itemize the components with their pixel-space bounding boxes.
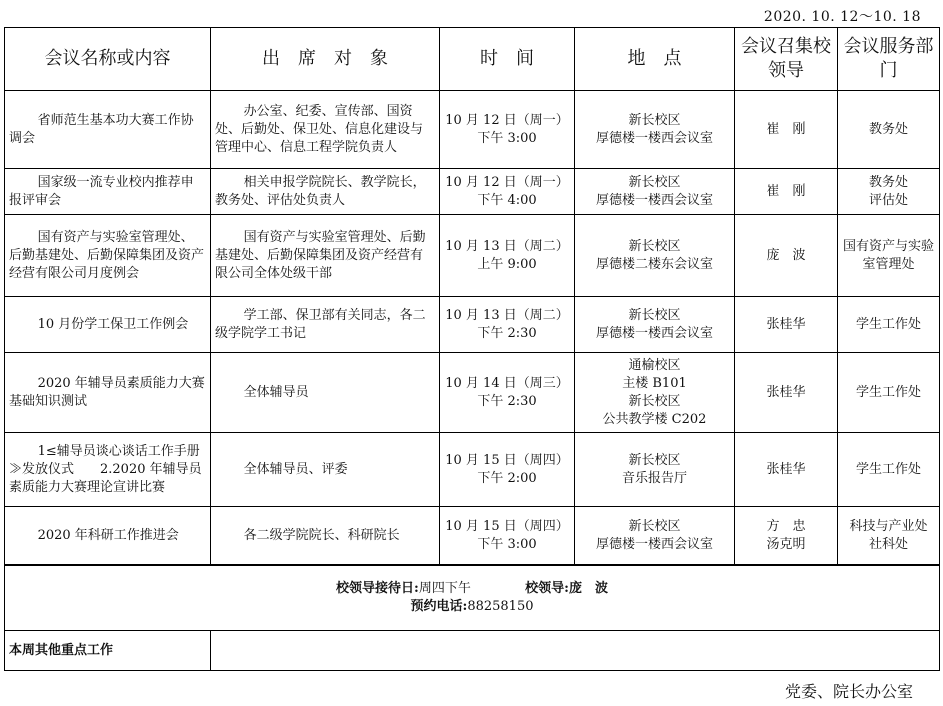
meeting-place-line: 新长校区: [628, 238, 681, 254]
meeting-leader: [735, 507, 838, 565]
header-time: 时 间: [440, 28, 575, 91]
meeting-leader: [735, 297, 838, 353]
meeting-attendees: 全体辅导员: [211, 353, 440, 433]
meeting-dept-line: 评估处: [868, 192, 908, 208]
meeting-place-line: 公共教学楼 C202: [602, 411, 707, 427]
reception-value: 周四下午: [418, 581, 471, 596]
office-signature: 党委、院长办公室: [784, 682, 913, 701]
meeting-place: [575, 215, 735, 297]
meeting-leader-line: 庞 波: [766, 247, 806, 263]
phone-label: 预约电话:: [410, 599, 468, 614]
header-leader: 会议召集校领导: [735, 28, 838, 91]
table-row: [5, 91, 940, 169]
meeting-time: [440, 297, 575, 353]
meeting-name: 省师范生基本功大赛工作协调会: [5, 91, 211, 169]
table-row: [5, 507, 940, 565]
meeting-leader: [735, 91, 838, 169]
meeting-place: [575, 297, 735, 353]
meeting-dept-line: 教务处: [868, 121, 908, 137]
meeting-time-line: 10 月 13 日（周二）: [445, 307, 569, 323]
meeting-place-line: 通榆校区: [628, 357, 681, 373]
meeting-leader: [735, 169, 838, 215]
meeting-leader-line: 崔 刚: [766, 183, 806, 199]
meeting-place-line: 厚德楼一楼西会议室: [595, 536, 713, 552]
schedule-rows: [5, 91, 940, 565]
meeting-place-line: 厚德楼一楼西会议室: [595, 130, 713, 146]
meeting-dept: [838, 507, 940, 565]
meeting-name: 1≤辅导员谈心谈话工作手册≫发放仪式 2.2020 年辅导员素质能力大赛理论宣讲比赛: [5, 433, 211, 507]
reception-info: [5, 566, 940, 631]
meeting-name: 2020 年辅导员素质能力大赛基础知识测试: [5, 353, 211, 433]
meeting-time: [440, 169, 575, 215]
meeting-dept: [838, 215, 940, 297]
meeting-leader-line: 汤克明: [766, 536, 806, 552]
header-row: [5, 28, 940, 91]
meeting-leader: [735, 215, 838, 297]
meeting-attendees: 办公室、纪委、宣传部、国资处、后勤处、保卫处、信息化建设与管理中心、信息工程学院负责人: [211, 91, 440, 169]
meeting-place-line: 厚德楼二楼东会议室: [595, 256, 713, 272]
meeting-time: [440, 353, 575, 433]
meeting-attendees: 相关申报学院院长、教学院长，教务处、评估处负责人: [211, 169, 440, 215]
meeting-dept-line: 社科处: [868, 536, 908, 552]
meeting-place-line: 厚德楼一楼西会议室: [595, 325, 713, 341]
meeting-place-line: 厚德楼一楼西会议室: [595, 192, 713, 208]
meeting-time: [440, 433, 575, 507]
meeting-attendees: 国有资产与实验室管理处、后勤基建处、后勤保障集团及资产经营有限公司全体处级干部: [211, 215, 440, 297]
table-row: [5, 215, 940, 297]
meeting-time-line: 10 月 15 日（周四）: [445, 518, 569, 534]
meeting-leader: [735, 353, 838, 433]
meeting-place: [575, 507, 735, 565]
meeting-name: 2020 年科研工作推进会: [5, 507, 211, 565]
other-work-value: [211, 631, 940, 671]
meeting-leader-line: 张桂华: [766, 384, 806, 400]
table-row: [5, 169, 940, 215]
meeting-time: [440, 507, 575, 565]
meeting-time-line: 10 月 14 日（周三）: [445, 375, 569, 391]
reception-label: 校领导接待日:: [336, 581, 419, 596]
footer-table: [4, 565, 940, 671]
meeting-time-line: 10 月 13 日（周二）: [445, 238, 569, 254]
meeting-dept-line: 学生工作处: [855, 461, 921, 477]
meeting-place: [575, 91, 735, 169]
meeting-leader: [735, 433, 838, 507]
meeting-time-line: 10 月 15 日（周四）: [445, 452, 569, 468]
meeting-place-line: 新长校区: [628, 452, 681, 468]
meeting-time-line: 下午 2:30: [477, 393, 537, 409]
meeting-place: [575, 433, 735, 507]
header-attendees: 出 席 对 象: [211, 28, 440, 91]
phone-value: 88258150: [467, 599, 534, 614]
meeting-place: [575, 353, 735, 433]
header-name: 会议名称或内容: [5, 28, 211, 91]
meeting-place-line: 主楼 B101: [622, 375, 687, 391]
meeting-place-line: 新长校区: [628, 174, 681, 190]
meeting-place-line: 新长校区: [628, 307, 681, 323]
meeting-place-line: 新长校区: [628, 518, 681, 534]
meeting-time-line: 10 月 12 日（周一）: [445, 112, 569, 128]
meeting-dept-line: 国有资产与实验室管理处: [842, 238, 934, 272]
meeting-attendees: 全体辅导员、评委: [211, 433, 440, 507]
meeting-time-line: 下午 3:00: [477, 536, 537, 552]
meeting-dept-line: 教务处: [868, 174, 908, 190]
meeting-place-line: 新长校区: [628, 393, 681, 409]
meeting-schedule-table: [4, 27, 940, 565]
meeting-attendees: 各二级学院院长、科研院长: [211, 507, 440, 565]
meeting-time-line: 下午 2:30: [477, 325, 537, 341]
meeting-time-line: 上午 9:00: [477, 256, 537, 272]
meeting-time: [440, 91, 575, 169]
other-work-label: 本周其他重点工作: [5, 631, 211, 671]
table-row: [5, 433, 940, 507]
meeting-dept-line: 学生工作处: [855, 316, 921, 332]
meeting-leader-line: 张桂华: [766, 316, 806, 332]
header-dept: 会议服务部门: [838, 28, 940, 91]
date-range: 2020. 10. 12～10. 18: [763, 9, 921, 25]
meeting-name: 国家级一流专业校内推荐申报评审会: [5, 169, 211, 215]
meeting-dept: [838, 91, 940, 169]
meeting-place: [575, 169, 735, 215]
meeting-leader-line: 方 忠: [766, 518, 806, 534]
header-place: 地 点: [575, 28, 735, 91]
meeting-dept: [838, 433, 940, 507]
meeting-name: 10 月份学工保卫工作例会: [5, 297, 211, 353]
table-row: [5, 297, 940, 353]
meeting-dept: [838, 169, 940, 215]
meeting-time-line: 下午 3:00: [477, 130, 537, 146]
meeting-time-line: 下午 2:00: [477, 470, 537, 486]
meeting-attendees: 学工部、保卫部有关同志，各二级学院学工书记: [211, 297, 440, 353]
leader-label: 校领导:: [525, 581, 569, 596]
meeting-name: 国有资产与实验室管理处、后勤基建处、后勤保障集团及资产经营有限公司月度例会: [5, 215, 211, 297]
meeting-time-line: 下午 4:00: [477, 192, 537, 208]
meeting-leader-line: 张桂华: [766, 461, 806, 477]
meeting-time: [440, 215, 575, 297]
meeting-dept-line: 科技与产业处: [849, 518, 928, 534]
table-row: [5, 353, 940, 433]
leader-value: 庞 波: [568, 581, 608, 596]
meeting-place-line: 新长校区: [628, 112, 681, 128]
meeting-time-line: 10 月 12 日（周一）: [445, 174, 569, 190]
meeting-dept: [838, 353, 940, 433]
meeting-place-line: 音乐报告厅: [621, 470, 687, 486]
meeting-leader-line: 崔 刚: [766, 121, 806, 137]
meeting-dept-line: 学生工作处: [855, 384, 921, 400]
meeting-dept: [838, 297, 940, 353]
